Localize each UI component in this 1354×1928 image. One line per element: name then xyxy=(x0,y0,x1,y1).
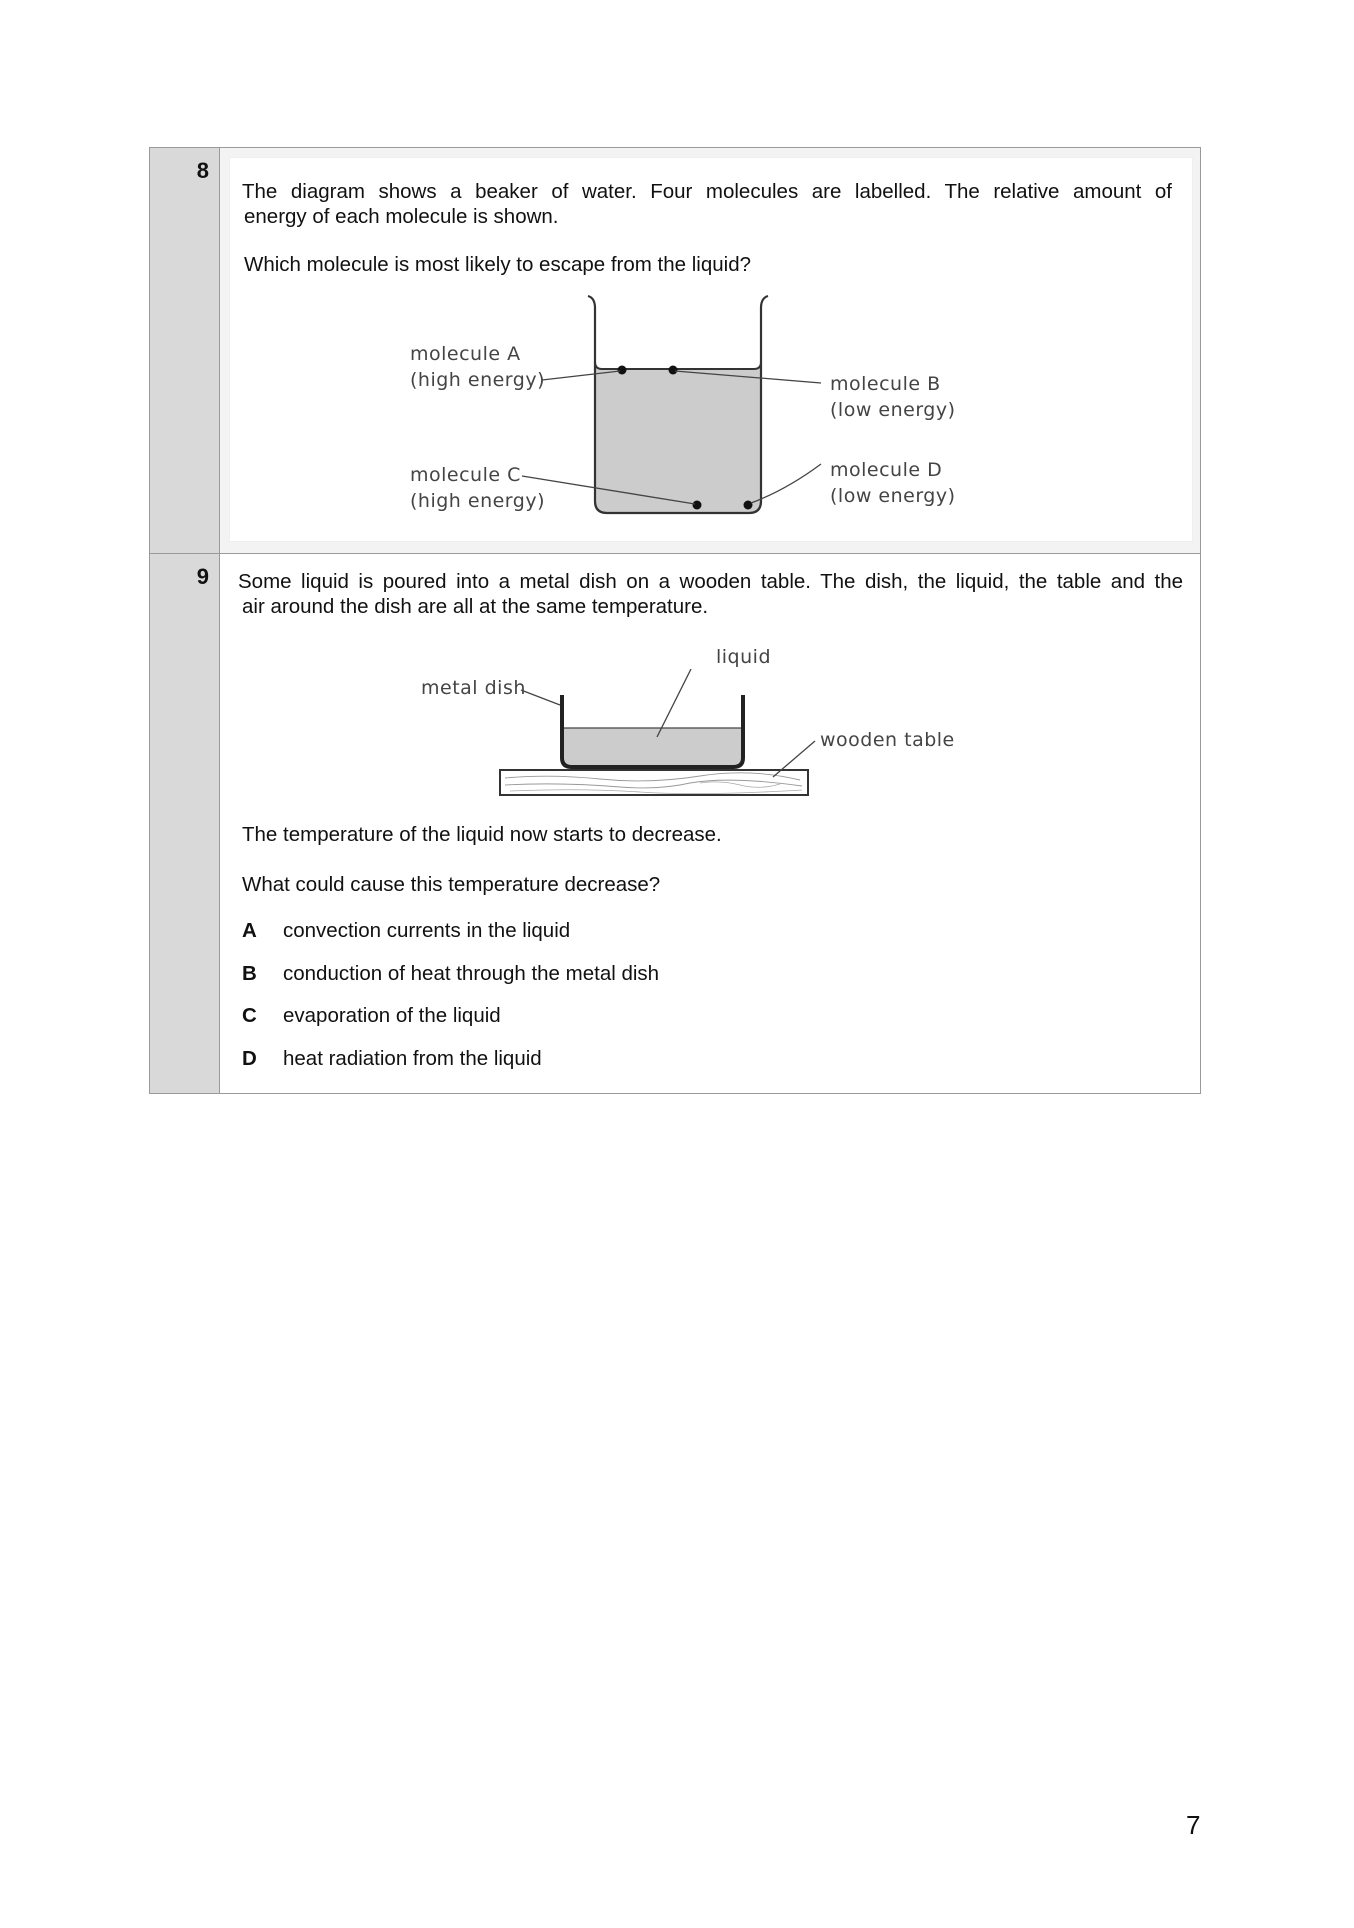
molecule-c-dot xyxy=(693,501,702,510)
question-body xyxy=(220,554,1200,1093)
question-row-8 xyxy=(150,148,1200,553)
molecule-a-energy: (high energy) xyxy=(410,369,545,391)
question-panel xyxy=(230,158,1192,541)
question-text-line-1: The diagram shows a beaker of water. Four molecules are labelled. The relative amount of xyxy=(242,180,1172,203)
option-text: conduction of heat through the metal dish xyxy=(283,962,660,985)
question-number-column xyxy=(150,554,220,1093)
molecule-b-energy: (low energy) xyxy=(830,399,956,421)
option-text: evaporation of the liquid xyxy=(283,1004,501,1027)
wooden-table-label: wooden table xyxy=(820,729,955,751)
question-body xyxy=(220,148,1200,553)
question-text-line-2: air around the dish are all at the same temperature. xyxy=(242,595,709,618)
dish-diagram xyxy=(220,554,1200,804)
metal-dish-leader xyxy=(521,690,560,705)
liquid-label: liquid xyxy=(716,646,771,668)
molecule-c-energy: (high energy) xyxy=(410,490,545,512)
question-number-column xyxy=(150,148,220,553)
liquid-shape xyxy=(562,728,743,767)
metal-dish-label: metal dish xyxy=(421,677,526,699)
question-text-line-1: Some liquid is poured into a metal dish on a wooden table. The dish, the liquid, the table and the xyxy=(238,570,1183,593)
question-statement: The temperature of the liquid now starts to decrease. xyxy=(242,823,722,846)
molecule-d-dot xyxy=(744,501,753,510)
option-letter: D xyxy=(242,1047,257,1070)
water-liquid xyxy=(595,362,761,513)
option-text: convection currents in the liquid xyxy=(283,919,571,942)
option-letter: C xyxy=(242,1004,257,1027)
question-row-9 xyxy=(150,553,1200,1093)
question-prompt: Which molecule is most likely to escape from the liquid? xyxy=(244,253,752,276)
option-text: heat radiation from the liquid xyxy=(283,1047,542,1070)
molecule-b-dot xyxy=(669,366,678,375)
molecule-a-dot xyxy=(618,366,627,375)
molecule-b-label: molecule B xyxy=(830,373,941,395)
liquid-leader xyxy=(657,669,691,737)
molecule-d-label: molecule D xyxy=(830,459,943,481)
molecule-c-label: molecule C xyxy=(410,464,521,486)
beaker-diagram xyxy=(230,158,1192,541)
question-number: 9 xyxy=(196,564,209,589)
option-letter: A xyxy=(242,919,257,942)
question-text-line-2: energy of each molecule is shown. xyxy=(244,205,559,228)
molecule-a-label: molecule A xyxy=(410,343,521,365)
page-number: 7 xyxy=(1186,1810,1201,1840)
option-letter: B xyxy=(242,962,257,985)
question-prompt: What could cause this temperature decrease? xyxy=(242,873,661,896)
molecule-d-energy: (low energy) xyxy=(830,485,956,507)
question-number: 8 xyxy=(196,158,209,183)
question-table xyxy=(149,147,1201,1094)
